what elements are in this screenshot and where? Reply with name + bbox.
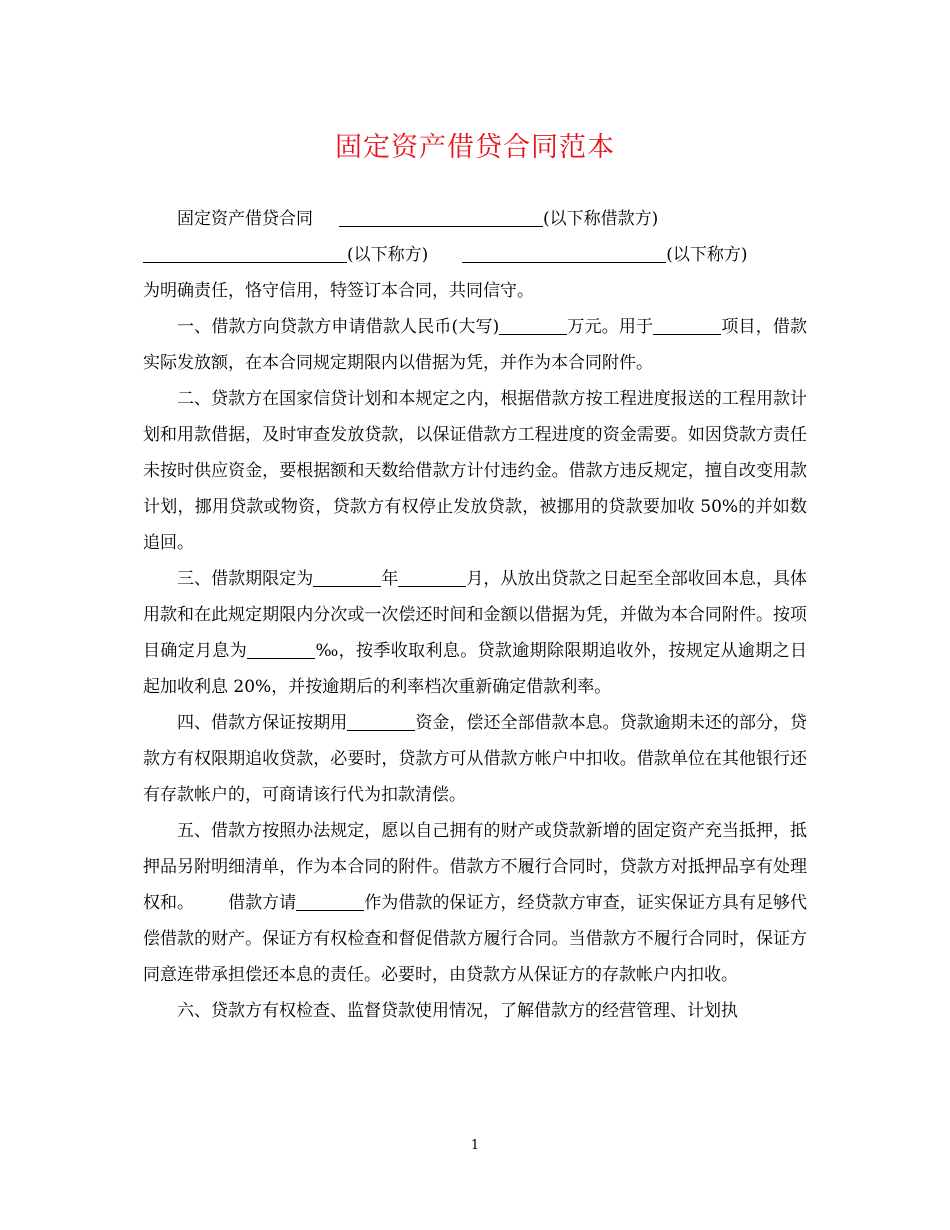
clause-4: 四、借款方保证按期用 资金，偿还全部借款本息。贷款逾期未还的部分，贷款方有权限期追收贷款，必要时，贷款方可从借款方帐户中扣收。借款单位在其他银行还有存款帐户的，可商请该行代为扣款清偿。 <box>143 705 807 813</box>
intro-label: 固定资产借贷合同 <box>177 209 313 229</box>
project-blank <box>653 314 721 335</box>
guarantor-blank <box>296 890 364 911</box>
borrower-blank <box>339 206 543 227</box>
document-body <box>143 201 807 1029</box>
years-blank <box>313 566 381 587</box>
funds-blank <box>347 710 415 731</box>
amount-blank <box>499 314 567 335</box>
clause-3: 三、借款期限定为 年 月，从放出贷款之日起至全部收回本息，具体用款和在此规定期限内分次或一次偿还时间和金额以借据为凭，并做为本合同附件。按项目确定月息为 ‰，按季收取利息。贷款逾期除限期追收外，按规定从逾期之日起加收利息 20%，并按逾期后的利率档次重新确定借款利率。 <box>143 561 807 705</box>
party-blank-a <box>143 242 347 263</box>
party-suffix-a: (以下称方) <box>347 245 429 265</box>
clause-2: 二、贷款方在国家信贷计划和本规定之内，根据借款方按工程进度报送的工程用款计划和用款借据，及时审查发放贷款，以保证借款方工程进度的资金需要。如因贷款方责任未按时供应资金，要根据额和天数给借款方计付违约金。借款方违反规定，擅自改变用款计划，挪用贷款或物资，贷款方有权停止发放贷款，被挪用的贷款要加收 50%的并如数追回。 <box>143 389 807 553</box>
intro-line-3: 为明确责任，恪守信用，特签订本合同，共同信守。 <box>143 281 534 301</box>
clause-6: 六、贷款方有权检查、监督贷款使用情况，了解借款方的经营管理、计划执 <box>177 1001 738 1021</box>
intro-line-2 <box>143 237 807 273</box>
party-suffix-b: (以下称方) <box>666 245 748 265</box>
intro-line-1 <box>143 201 807 237</box>
months-blank <box>398 566 466 587</box>
borrower-suffix: (以下称借款方) <box>543 209 659 229</box>
interest-blank <box>247 638 315 659</box>
page-number: 1 <box>470 1138 480 1153</box>
clause-1: 一、借款方向贷款方申请借款人民币(大写) 万元。用于 项目，借款实际发放额，在本合同规定期限内以借据为凭，并作为本合同附件。 <box>143 309 807 381</box>
party-blank-b <box>462 242 666 263</box>
clause-5: 五、借款方按照办法规定，愿以自己拥有的财产或贷款新增的固定资产充当抵押，抵押品另附明细清单，作为本合同的附件。借款方不履行合同时，贷款方对抵押品享有处理权和。 借款方请 作为借款的保证方，经贷款方审查，证实保证方具有足够代偿借款的财产。保证方有权检查和督促借款方履行合同。当借款方不履行合同时，保证方同意连带承担偿还本息的责任。必要时，由贷款方从保证方的存款帐户内扣收。 <box>143 821 808 985</box>
document-title: 固定资产借贷合同范本 <box>335 132 615 163</box>
